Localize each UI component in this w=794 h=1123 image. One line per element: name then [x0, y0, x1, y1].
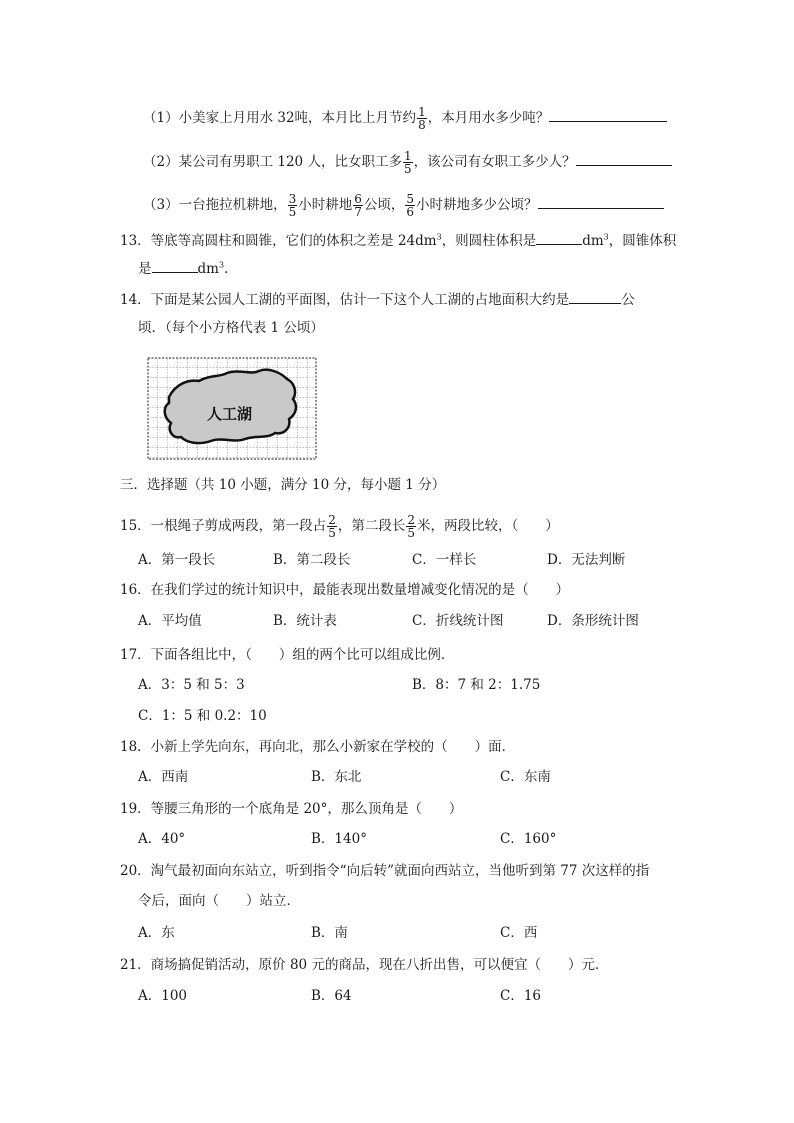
- lake-map-svg: [147, 357, 317, 460]
- q19-stem: 19．等腰三角形的一个底角是 20°，那么顶角是（ ）: [120, 801, 463, 817]
- q18-option-b[interactable]: B．东北: [311, 769, 362, 785]
- fraction: $\frac{6}{7}$: [354, 192, 362, 219]
- q16-stem: 16．在我们学过的统计知识中，最能表现出数量增减变化情况的是（ ）: [120, 582, 570, 598]
- q20-option-a[interactable]: A．东: [138, 925, 175, 941]
- section-3-heading: 三．选择题（共 10 小题，满分 10 分，每小题 1 分）: [120, 477, 446, 493]
- q21-stem: 21．商场搞促销活动，原价 80 元的商品，现在八折出售，可以便宜（ ）元．: [120, 957, 609, 973]
- q21-option-c[interactable]: C．16: [500, 988, 542, 1004]
- q13-line2: 是 $dm^3$.: [138, 258, 228, 279]
- q16-option-d[interactable]: D．条形统计图: [547, 613, 639, 629]
- q14-line2: 顷．（每个小方格代表 1 公顷）: [138, 320, 324, 336]
- answer-blank[interactable]: [576, 151, 672, 166]
- answer-blank[interactable]: [152, 258, 198, 273]
- q19-option-b[interactable]: B．140°: [311, 831, 367, 847]
- fraction: $\frac{2}{5}$: [328, 513, 336, 540]
- fraction: $\frac{1}{8}$: [418, 105, 426, 132]
- q20-stem-line1: 20．淘气最初面向东站立，听到指令“向后转”就面向西站立，当他听到第 77 次这样的指: [120, 863, 650, 879]
- q17-option-b[interactable]: B．8：7 和 2：1.75: [412, 677, 541, 693]
- q20-option-b[interactable]: B．南: [311, 925, 348, 941]
- answer-blank[interactable]: [569, 289, 621, 304]
- lake-grid-figure: [147, 357, 317, 460]
- q15-option-b[interactable]: B．第二段长: [273, 552, 351, 568]
- q17-option-c[interactable]: C．1：5 和 0.2：10: [138, 708, 267, 724]
- q15-stem: 15．一根绳子剪成两段，第一段占 $\frac{2}{5}$ ，第二段长 $\frac{2}{5}$ 米，两段比较，（ ）: [120, 513, 559, 540]
- q13-line1: 13．等底等高圆柱和圆锥，它们的体积之差是 $24dm^3$，则圆柱体积是 $dm^3$，圆锥体积: [120, 230, 676, 251]
- q19-option-c[interactable]: C．160°: [500, 831, 557, 847]
- q21-option-a[interactable]: A．100: [138, 988, 188, 1004]
- q12-sub1: （1）小美家上月用水 32吨，本月比上月节约 $\frac{1}{8}$ ，本月用水多少吨？: [143, 106, 667, 131]
- fraction: $\frac{2}{5}$: [407, 513, 415, 540]
- answer-blank[interactable]: [536, 230, 582, 245]
- q18-stem: 18．小新上学先向东，再向北，那么小新家在学校的（ ）面．: [120, 739, 516, 755]
- fraction: $\frac{3}{5}$: [288, 192, 297, 219]
- q17-stem: 17．下面各组比中，（ ）组的两个比可以组成比例．: [120, 647, 455, 663]
- fraction: $\frac{1}{5}$: [403, 149, 412, 176]
- q16-option-c[interactable]: C．折线统计图: [412, 613, 504, 629]
- answer-blank[interactable]: [549, 107, 667, 122]
- q16-option-b[interactable]: B．统计表: [273, 613, 337, 629]
- q19-option-a[interactable]: A．40°: [138, 831, 186, 847]
- q16-option-a[interactable]: A．平均值: [138, 613, 202, 629]
- fraction: $\frac{5}{6}$: [406, 192, 415, 219]
- q20-option-c[interactable]: C．西: [500, 925, 538, 941]
- q15-option-c[interactable]: C．一样长: [412, 552, 477, 568]
- q21-option-b[interactable]: B．64: [311, 988, 352, 1004]
- q18-option-a[interactable]: A．西南: [138, 769, 189, 785]
- q15-option-a[interactable]: A．第一段长: [138, 552, 216, 568]
- q12-sub3: （3）一台拖拉机耕地， $\frac{3}{5}$ 小时耕地 $\frac{6}{7}$ 公顷， $\frac{5}{6}$ 小时耕地多少公顷？: [143, 193, 664, 218]
- q12-sub2: （2）某公司有男职工 120 人，比女职工多 $\frac{1}{5}$ ，该公司有女职工多少人？: [143, 150, 672, 175]
- q17-option-a[interactable]: A．3：5 和 5：3: [138, 677, 245, 693]
- q12-sub1-text: （1）小美家上月用水 32吨，本月比上月节约: [143, 110, 417, 126]
- q14-line1: 14．下面是某公园人工湖的平面图，估计一下这个人工湖的占地面积大约是 公: [120, 289, 635, 310]
- answer-blank[interactable]: [538, 194, 664, 209]
- q15-option-d[interactable]: D．无法判断: [547, 552, 626, 568]
- lake-label: 人工湖: [207, 405, 253, 423]
- q18-option-c[interactable]: C．东南: [500, 769, 551, 785]
- q20-stem-line2: 令后，面向（ ）站立．: [138, 893, 300, 909]
